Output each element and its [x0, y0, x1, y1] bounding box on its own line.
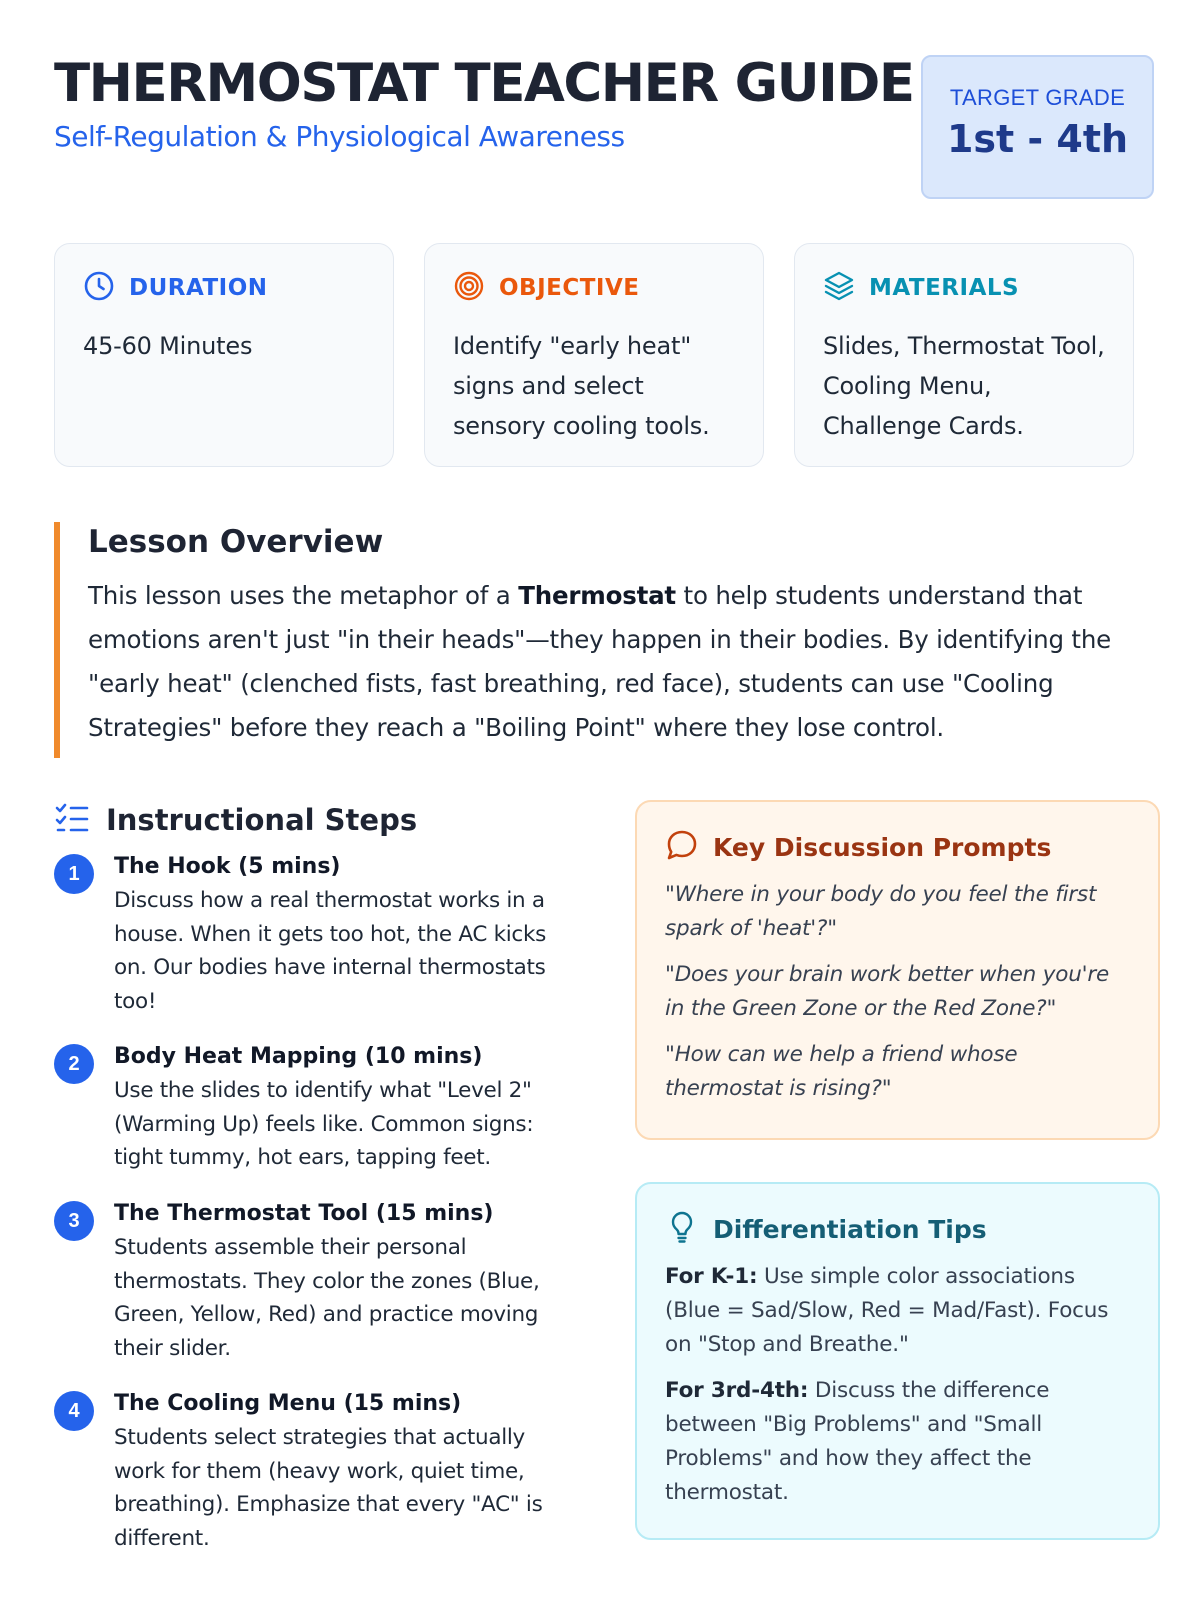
objective-text: Identify "early heat" signs and select sensory cooling tools. [453, 332, 710, 440]
materials-text: Slides, Thermostat Tool, Cooling Menu, Challenge Cards. [823, 332, 1105, 440]
objective-title: OBJECTIVE [499, 275, 640, 301]
step-description: Use the slides to identify what "Level 2" (Warming Up) feels like. Common signs: tight tummy, hot ears, tapping feet. [114, 1078, 534, 1170]
discussion-prompt: "Where in your body do you feel the first spark of 'heat'?" [665, 882, 1097, 941]
step-number: 4 [54, 1391, 94, 1431]
steps-title: Instructional Steps [106, 803, 418, 837]
objective-card [424, 243, 764, 467]
discussion-prompts-box [635, 800, 1160, 1140]
tip-label: For 3rd-4th: [665, 1378, 809, 1403]
duration-text: 45-60 Minutes [83, 332, 253, 360]
discussion-prompt: "Does your brain work better when you're in the Green Zone or the Red Zone?" [665, 962, 1110, 1021]
lesson-overview [54, 522, 1144, 758]
materials-title: MATERIALS [869, 275, 1020, 301]
duration-title: DURATION [129, 275, 268, 301]
instructional-steps [54, 800, 564, 1551]
target-grade-label: TARGET GRADE [949, 85, 1126, 110]
differentiation-tip [665, 1374, 1130, 1510]
target-grade-box [921, 55, 1154, 199]
differentiation-tips-box [635, 1182, 1160, 1540]
overview-text-bold: Thermostat [518, 581, 676, 610]
target-grade-value: 1st - 4th [946, 117, 1129, 161]
tip-text: Discuss the difference between "Big Problems" and "Small Problems" and how they affect the thermostat. [665, 1378, 1050, 1505]
step-number: 1 [54, 854, 94, 894]
overview-text-start: This lesson uses the metaphor of a [88, 581, 519, 610]
step-number: 3 [54, 1201, 94, 1241]
tip-label: For K-1: [665, 1264, 758, 1289]
page-subtitle: Self-Regulation & Physiological Awareness [54, 120, 625, 153]
lightbulb-icon [665, 1210, 699, 1249]
overview-title: Lesson Overview [88, 524, 384, 560]
duration-card [54, 243, 394, 467]
layers-icon [823, 270, 855, 307]
step-title: Body Heat Mapping (10 mins) [114, 1044, 483, 1069]
step-description: Students assemble their personal thermostats. They color the zones (Blue, Green, Yellow, Red) and practice moving their slider. [114, 1235, 540, 1361]
chat-bubble-icon [665, 828, 699, 867]
overview-text [88, 574, 1144, 750]
step-number: 2 [54, 1044, 94, 1084]
target-icon [453, 270, 485, 307]
prompts-title: Key Discussion Prompts [713, 832, 1052, 862]
tips-title: Differentiation Tips [713, 1214, 987, 1244]
page-header [54, 52, 1154, 202]
differentiation-tip [665, 1260, 1130, 1362]
step-description: Students select strategies that actually work for them (heavy work, quiet time, breathing). Emphasize that every "AC" is different. [114, 1425, 543, 1551]
step-title: The Thermostat Tool (15 mins) [114, 1201, 494, 1226]
tip-text: Use simple color associations (Blue = Sad/Slow, Red = Mad/Fast). Focus on "Stop and Breathe." [665, 1264, 1109, 1357]
discussion-prompt: "How can we help a friend whose thermostat is rising?" [665, 1042, 1018, 1101]
clock-icon [83, 270, 115, 307]
materials-card [794, 243, 1134, 467]
step-title: The Cooling Menu (15 mins) [114, 1391, 462, 1416]
step-description: Discuss how a real thermostat works in a house. When it gets too hot, the AC kicks on. Our bodies have internal thermostats too! [114, 888, 546, 1014]
page-title: THERMOSTAT TEACHER GUIDE [54, 53, 914, 114]
overview-text-end: to help students understand that emotions aren't just "in their heads"—they happen in their bodies. By identifying the "early heat" (clenched fists, fast breathing, red face), students can use "Cooling Strategies" before they reach a "Boiling Point" where they lose control. [88, 581, 1112, 742]
checklist-icon [54, 800, 90, 841]
step-title: The Hook (5 mins) [114, 854, 341, 879]
